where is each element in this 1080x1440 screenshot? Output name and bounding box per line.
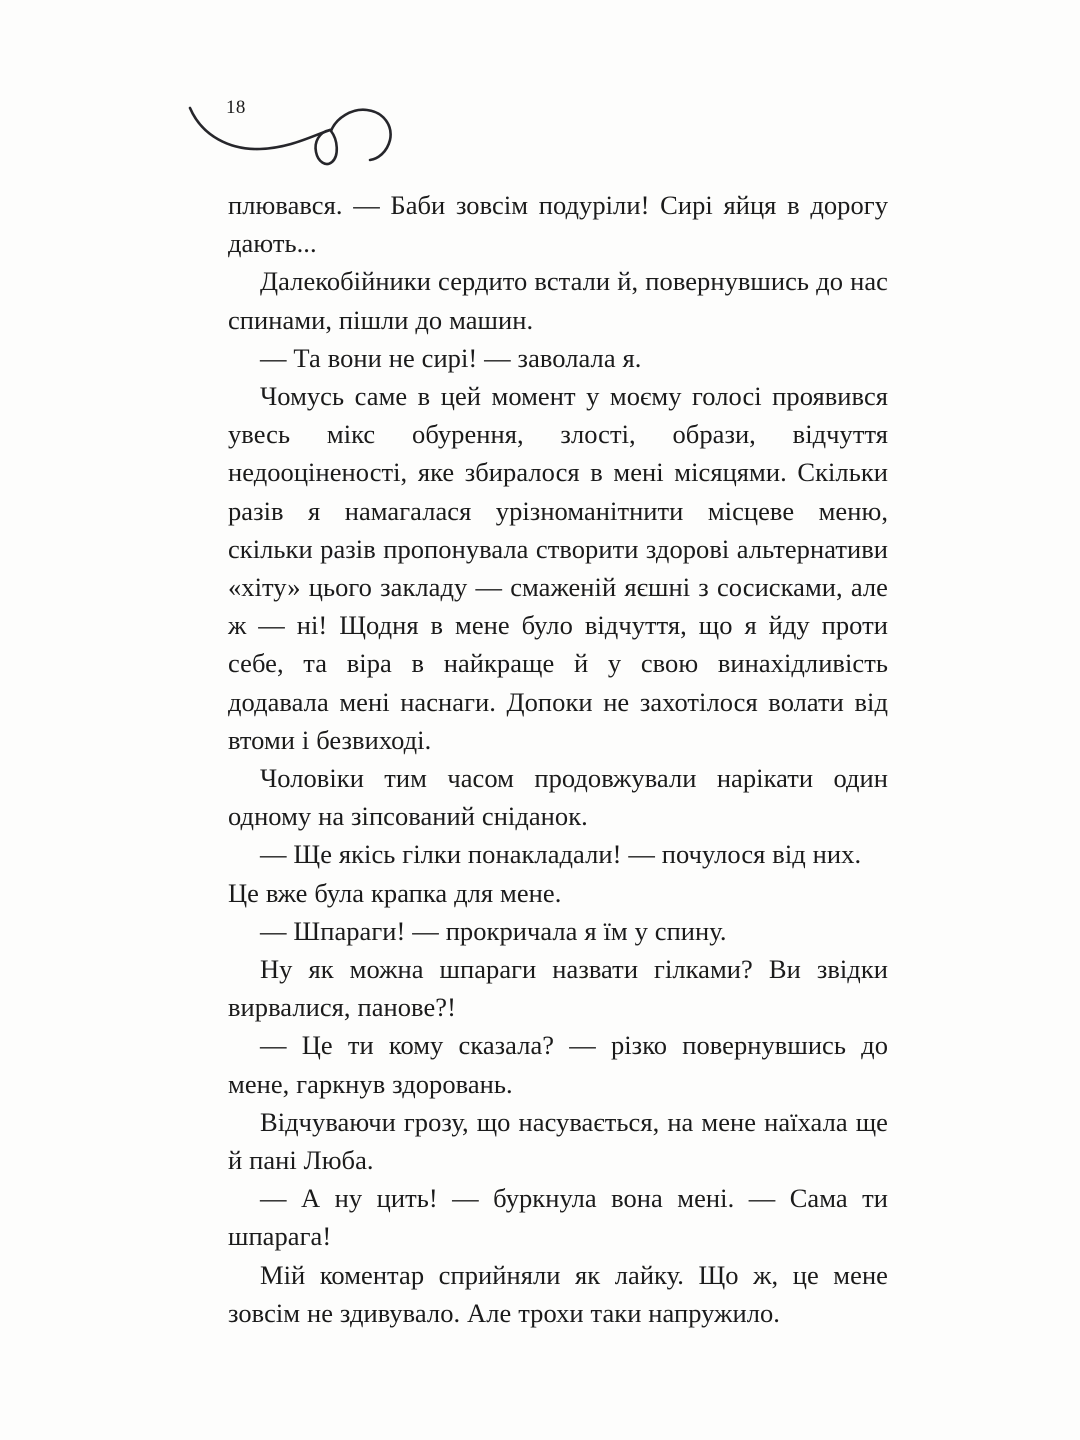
page-header [186,92,416,172]
flourish-swirl-ornament-icon [186,92,416,172]
paragraph: Чоловіки тим часом продовжували нарікати один одному на зіпсований сніданок. [228,763,888,832]
paragraph: Відчуваючи грозу, що насувається, на мене наїхала ще й пані Люба. [228,1106,888,1176]
paragraph: — Та вони не сирі! — заволала я. [260,342,642,373]
paragraph: Чомусь саме в цей момент у моєму голосі проявився увесь мікс обурення, злості, образи, відчуття недооціненості, яке збиралося в мені місяцями. Скільки разів я намагалася урізноманітнити місцеве меню, скільки разів пропонувала створити здорові альтернативи «хіту» цього закладу — смаженій яєшні з сосисками, але ж — ні! Щодня в мене було відчуття, що я йду проти себе, та віра в найкраще й у свою винахідливість додавала мені наснаги. Допоки не захотілося волати від втоми і безвиході. [228,381,888,755]
paragraph: Мій коментар сприйняли як лайку. Що ж, це мене зовсім не здивувало. Але трохи таки напружило. [228,1259,888,1328]
page-number: 18 [226,97,246,118]
paragraph: Далекобійники сердито встали й, повернувшись до нас спинами, пішли до машин. [228,266,888,335]
paragraph: — Ще якісь гілки понакладали! — почулося від них. Це вже була крапка для мене. [228,839,862,908]
paragraph: — А ну цить! — буркнула вона мені. — Сама ти шпарага! [228,1183,888,1252]
paragraph: — Шпараги! — прокричала я їм у спину. [260,915,727,946]
paragraph: — Це ти кому сказала? — різко повернувшись до мене, гаркнув здоровань. [228,1030,888,1099]
paragraph: плювався. — Баби зовсім подуріли! Сирі яйця в дорогу дають... [228,190,888,259]
body-text [228,186,888,1332]
paragraph: Ну як можна шпараги назвати гілками? Ви звідки вирвалися, панове?! [228,954,888,1023]
